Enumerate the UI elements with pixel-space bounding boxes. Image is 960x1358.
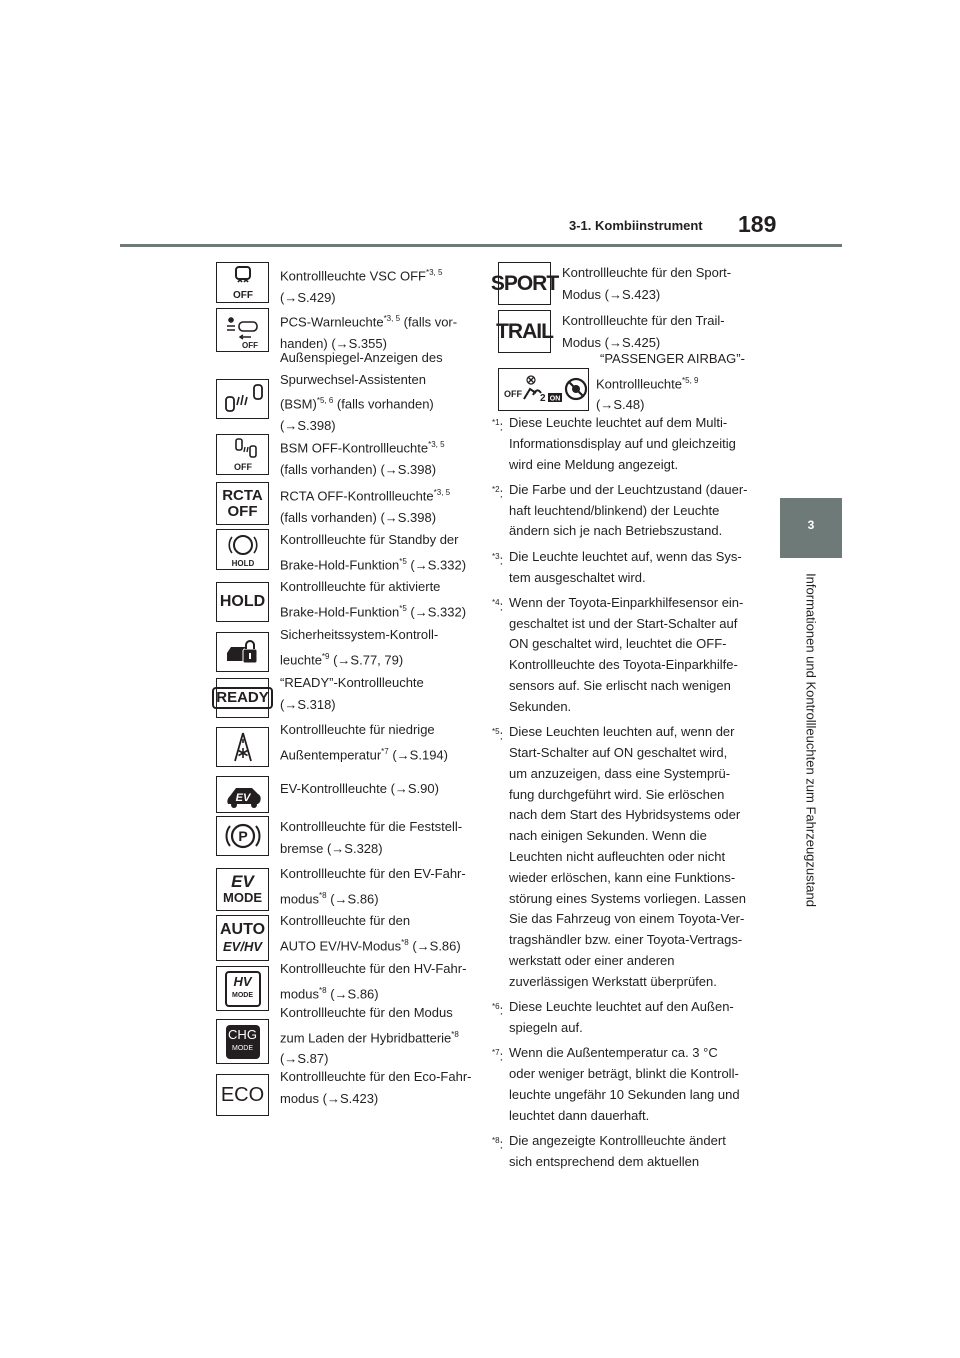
item-text: (→S.86) (326, 985, 379, 1001)
item-text: Kontrollleuchte für niedrige (280, 722, 435, 737)
icon-label: EV (231, 871, 254, 891)
footnote-line: geschaltet ist und der Start-Schalter auf (509, 615, 738, 631)
indicator-row (216, 816, 462, 859)
footnote-line: Sie das Fahrzeug von einem Toyota-Ver- (509, 911, 745, 927)
footnote-text (509, 593, 750, 718)
item-sup: *5 (399, 556, 407, 566)
item-text: EV-Kontrollleuchte (→S.90) (280, 781, 439, 796)
item-text: RCTA OFF-Kontrollleuchte (280, 488, 434, 504)
icon-label: READY (212, 687, 273, 709)
footnote-line: Diese Leuchte leuchtet auf dem Multi- (509, 415, 728, 430)
footnote-mark-text: *6 (492, 1002, 500, 1012)
item-text: Außenspiegel-Anzeigen des (280, 350, 443, 365)
item-text: BSM OFF-Kontrollleuchte (280, 440, 429, 456)
chg-mode-icon (216, 1019, 269, 1064)
item-text: (→S.429) (280, 289, 336, 305)
item-text: (→S.318) (280, 696, 336, 712)
item-text: “READY”-Kontrollleuchte (280, 675, 424, 690)
footnote-line: Start-Schalter auf ON geschaltet wird, (509, 744, 728, 760)
page-number: 189 (738, 211, 777, 237)
footnote-line: fung durchgeführt wird. Sie erlöschen (509, 786, 725, 802)
footnote (492, 722, 750, 992)
footnote (492, 480, 750, 542)
icon-label: RCTA (222, 486, 263, 504)
footnote-mark-text: *2 (492, 484, 500, 494)
footnote (492, 1043, 750, 1126)
footnote-mark: $^{*5}$: (492, 727, 504, 743)
security-icon (216, 632, 269, 672)
indicator-row (216, 1066, 471, 1116)
svg-text:OFF: OFF (232, 289, 253, 301)
brake-hold-standby-icon (216, 529, 269, 570)
footnote-line: sensors auf. Sie erlischt nach wenigen (509, 678, 731, 694)
footnote (492, 593, 750, 718)
footnote-line: zuverlässigen Werkstatt überprüfen. (509, 973, 717, 989)
footnote (492, 997, 750, 1039)
icon-label: HOLD (231, 558, 254, 568)
svg-text:2: 2 (539, 392, 546, 404)
footnote-line: nach einigen Sekunden. Wenn die (509, 828, 707, 844)
footnote-mark-text: *3 (492, 551, 500, 561)
item-text: leuchte (280, 651, 322, 667)
passenger-airbag-icon (498, 368, 589, 411)
icon-label: HV (233, 973, 252, 989)
item-text: Kontrollleuchte für Standby der (280, 532, 459, 547)
footnote-mark-text: *7 (492, 1048, 500, 1058)
indicator-row (216, 482, 450, 528)
footnote-line: ON geschaltet wird, leuchtet die OFF- (509, 636, 727, 652)
item-text: Kontrollleuchte (596, 375, 682, 391)
indicator-row (498, 310, 725, 353)
item-text: (falls vorhanden) (333, 396, 434, 412)
indicator-row (216, 576, 466, 622)
footnote-line: Informationsdisplay auf und gleichzeitig (509, 435, 736, 451)
footnote-line: ändern sich je nach Betriebszustand. (509, 523, 723, 539)
footnote-line: wird eine Meldung angezeigt. (509, 456, 679, 472)
icon-label: ECO (220, 1083, 265, 1106)
footnote-line: Wenn der Toyota-Einparkhilfesensor ein- (509, 594, 744, 610)
item-sup: *3, 5 (428, 440, 445, 449)
indicator-row (216, 434, 445, 480)
item-sup: *9 (321, 651, 330, 661)
footnote-line: tragshändler bzw. einer Toyota-Vertrags- (509, 932, 743, 948)
parking-brake-icon (216, 816, 269, 856)
auto-ev-hv-icon (216, 915, 269, 961)
icon-label: OFF (503, 388, 522, 399)
item-text: Kontrollleuchte für den (280, 913, 411, 928)
item-text: (→S.48) (596, 397, 645, 413)
chapter-title-text: Informationen und Kontrollleuchten zum Fahrzeugzustand (803, 573, 819, 907)
item-text: (falls vorhanden) (→S.398) (280, 461, 437, 477)
indicator-row (490, 262, 732, 305)
bsm-off-icon (216, 434, 269, 475)
item-text: modus (280, 985, 320, 1001)
indicator-row (216, 262, 442, 308)
footnote-mark-text: *1 (492, 418, 500, 427)
icon-label: MODE (232, 991, 253, 999)
indicator-row (216, 624, 438, 672)
footnote-text (509, 1131, 750, 1173)
item-text: (falls vor- (400, 314, 458, 330)
eco-icon (216, 1074, 269, 1116)
indicator-row (216, 672, 424, 718)
item-text: (→S.86) (326, 890, 379, 906)
footnote-line: störung eines Systems vorliegen. Lassen (509, 890, 747, 906)
item-text: Spurwechsel-Assistenten (280, 371, 426, 387)
section-title: 3-1. Kombiinstrument (569, 218, 703, 233)
item-text: Modus (→S.425) (562, 334, 661, 350)
footnote-line: tem ausgeschaltet wird. (509, 569, 646, 585)
item-text: (→S.87) (280, 1051, 329, 1067)
footnote-line: Die angezeigte Kontrollleuchte ändert (509, 1132, 726, 1148)
item-text: Kontrollleuchte für den Modus (280, 1005, 453, 1020)
item-text: (→S.194) (388, 746, 448, 762)
footnote-mark-text: *8 (492, 1135, 500, 1145)
footnote-line: sich entsprechend dem aktuellen (509, 1153, 700, 1169)
item-sup: *5, 6 (316, 396, 334, 405)
icon-label: EV (235, 791, 250, 804)
item-text: (→S.332) (406, 603, 467, 619)
bsm-icon (216, 379, 269, 419)
item-text: “PASSENGER AIRBAG”- (600, 351, 745, 366)
icon-label: AUTO (219, 921, 266, 938)
footnote-line: Die Leuchte leuchtet auf, wenn das Sys- (509, 548, 742, 564)
indicator-row (216, 776, 439, 813)
footnote-line: werkstatt oder einer anderen (509, 952, 675, 968)
item-sup: *8 (401, 937, 409, 947)
footnote-mark-text: *5 (492, 727, 500, 737)
item-text: modus (→S.423) (280, 1090, 379, 1106)
trail-icon (498, 310, 551, 353)
item-text: Kontrollleuchte für den Eco-Fahr- (280, 1069, 472, 1084)
icon-label: ON (549, 395, 560, 402)
item-text: Brake-Hold-Funktion (280, 556, 400, 572)
indicator-row (216, 719, 448, 767)
footnote (492, 413, 750, 475)
item-text: Kontrollleuchte für die Feststell- (280, 819, 463, 834)
item-text: Kontrollleuchte VSC OFF (280, 268, 426, 284)
item-text: Kontrollleuchte für den Trail- (562, 313, 725, 328)
hold-icon (216, 582, 269, 622)
vsc-off-icon (216, 262, 269, 303)
svg-text:OFF: OFF (233, 461, 252, 472)
footnote-line: spiegeln auf. (509, 1019, 583, 1035)
icon-label: HOLD (219, 593, 266, 610)
item-text: Kontrollleuchte für den EV-Fahr- (280, 866, 466, 881)
footnote-mark: $^{*2}$: (492, 484, 504, 501)
icon-label: CHG (228, 1026, 257, 1042)
item-text: PCS-Warnleuchte (280, 314, 384, 330)
icon-label: OFF (227, 502, 258, 520)
footnote-mark-text: *4 (492, 597, 500, 607)
item-text: (→S.332) (406, 556, 467, 572)
item-text: Kontrollleuchte für den Sport- (562, 265, 732, 280)
footnote-mark: $^{*3}$: (492, 551, 504, 568)
item-text: (→S.77, 79) (329, 651, 404, 667)
footnote-line: haft leuchtend/blinkend) der Leuchte (509, 502, 720, 518)
sport-icon (490, 262, 559, 305)
item-text: modus (280, 890, 320, 906)
footnote-text (509, 413, 750, 475)
indicator-row (216, 910, 461, 961)
item-text: handen) (→S.355) (280, 335, 387, 351)
indicator-row (216, 347, 443, 436)
pcs-warning-icon (216, 308, 269, 352)
footnote-line: leuchte ungefähr 10 Sekunden lang und (509, 1086, 740, 1102)
footnote-line: Diese Leuchte leuchtet auf den Außen- (509, 999, 734, 1015)
footnote-line: oder weniger beträgt, blinkt die Kontroll- (509, 1065, 739, 1081)
footnote-text (509, 547, 750, 589)
footnote-mark: $^{*7}$: (492, 1048, 504, 1064)
indicator-row (498, 348, 745, 416)
item-sup: *8 (451, 1029, 459, 1039)
footnote (492, 1131, 750, 1173)
item-text: AUTO EV/HV-Modus (280, 937, 402, 953)
footnote-line: Diese Leuchten leuchten auf, wenn der (509, 724, 735, 740)
indicator-row (216, 863, 466, 911)
icon-label: TRAIL (496, 319, 553, 343)
item-text: Außentemperatur (280, 746, 382, 762)
chapter-number: 3 (807, 518, 815, 532)
footnote-line: nach dem Start des Hybridsystems oder (509, 807, 741, 823)
footnote-line: Die Farbe und der Leuchtzustand (dauer- (509, 481, 748, 497)
footnote-line: Kontrollleuchte des Toyota-Einparkhilfe- (509, 657, 738, 673)
item-text: Brake-Hold-Funktion (280, 603, 400, 619)
icon-label: P (237, 828, 248, 844)
item-sup: *5, 9 (682, 375, 699, 385)
icon-label: MODE (223, 889, 262, 905)
item-text: Modus (→S.423) (562, 286, 661, 302)
icon-label: EV/HV (222, 939, 262, 954)
ev-mode-icon (216, 868, 269, 911)
item-text: Sicherheitssystem-Kontroll- (280, 627, 439, 642)
svg-text:OFF: OFF (241, 341, 258, 350)
item-text: Kontrollleuchte für den HV-Fahr- (280, 961, 467, 976)
footnote-mark: $^{*8}$: (492, 1135, 504, 1152)
item-text: (→S.398) (280, 417, 336, 433)
ev-icon (216, 776, 269, 813)
ready-icon (216, 678, 269, 718)
low-temp-icon (216, 727, 269, 767)
icon-label: MODE (232, 1044, 253, 1052)
footnote-mark: $^{*1}$: (492, 418, 504, 434)
footnote-text (509, 997, 750, 1039)
item-text: zum Laden der Hybridbatterie (280, 1029, 452, 1045)
footnote (492, 547, 750, 589)
footnote-line: leuchtet dann dauerhaft. (509, 1107, 650, 1123)
icon-label: SPORT (490, 271, 559, 295)
item-sup: *3, 5 (425, 268, 443, 277)
item-sup: *3, 5 (433, 488, 451, 497)
footnote-mark: $^{*6}$: (492, 1002, 504, 1018)
footnote-line: Leuchten nicht aufleuchten oder nicht (509, 848, 726, 864)
footnote-mark: $^{*4}$: (492, 597, 504, 614)
item-sup: *7 (381, 746, 389, 756)
item-text: (falls vorhanden) (→S.398) (280, 509, 437, 525)
item-sup: *8 (319, 890, 327, 900)
indicator-row (216, 529, 466, 575)
header-rule (120, 244, 842, 247)
item-text: bremse (→S.328) (280, 840, 383, 856)
item-sup: *5 (399, 603, 407, 613)
footnote-text (509, 722, 750, 992)
item-sup: *3, 5 (383, 314, 401, 323)
item-text: (BSM) (280, 396, 317, 412)
item-text: (→S.86) (408, 937, 461, 953)
rcta-off-icon (216, 482, 269, 525)
footnote-line: um anzuzeigen, dass eine Systemprü- (509, 765, 731, 781)
footnote-text (509, 480, 750, 542)
footnote-text (509, 1043, 750, 1126)
item-text: Kontrollleuchte für aktivierte (280, 579, 441, 594)
footnote-line: Wenn die Außentemperatur ca. 3 °C (509, 1045, 718, 1061)
item-sup: *8 (319, 985, 327, 995)
footnote-line: wieder erlöschen, kann eine Funktions- (509, 869, 736, 885)
footnote-line: Sekunden. (509, 698, 572, 714)
indicator-row (216, 1002, 459, 1070)
chapter-tab (780, 498, 842, 558)
